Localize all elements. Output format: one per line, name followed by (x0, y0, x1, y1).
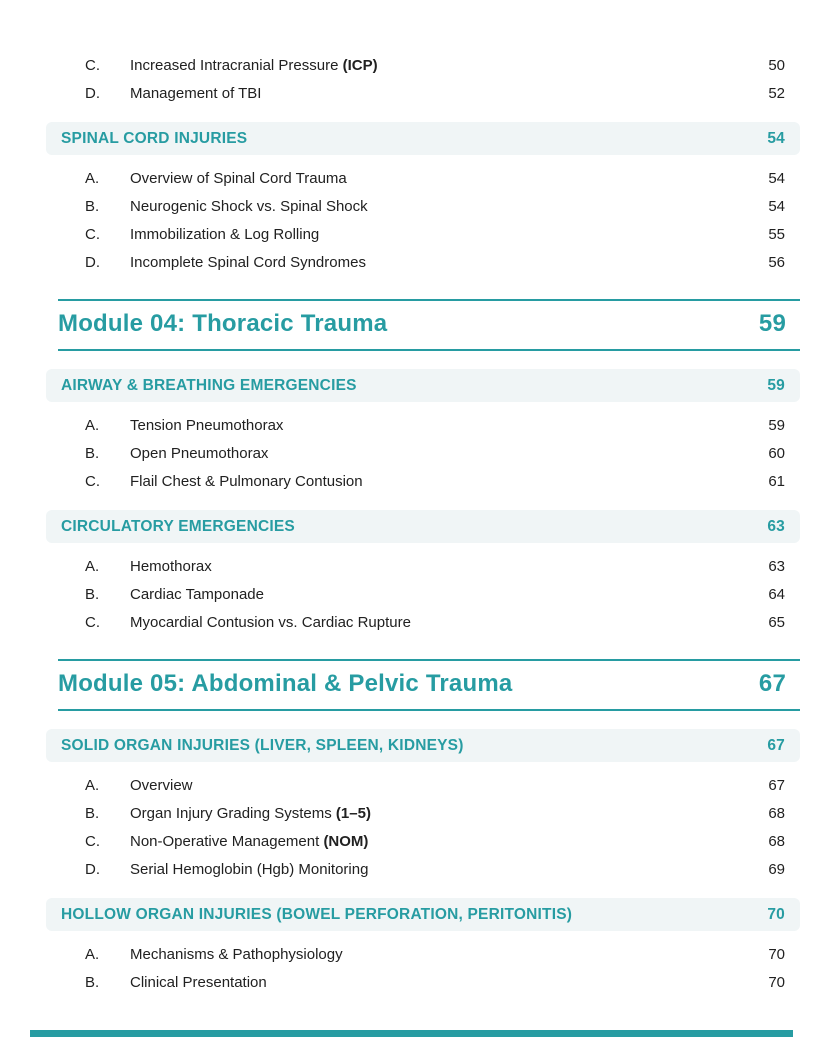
item-letter: D. (85, 253, 100, 271)
item-page-number: 60 (768, 444, 785, 462)
toc-item-row[interactable] (46, 467, 800, 495)
item-page-number: 65 (768, 613, 785, 631)
toc-item-row[interactable] (46, 192, 800, 220)
footer-accent-bar (30, 1030, 793, 1037)
toc-item-row[interactable] (46, 220, 800, 248)
section-title: CIRCULATORY EMERGENCIES (61, 517, 295, 535)
item-title: Open Pneumothorax (130, 444, 269, 462)
item-title: Management of TBI (130, 84, 262, 102)
item-letter: A. (85, 557, 100, 575)
item-page-number: 54 (768, 197, 785, 215)
section-title: SOLID ORGAN INJURIES (LIVER, SPLEEN, KIDNEYS) (61, 736, 464, 754)
item-title: Tension Pneumothorax (130, 416, 284, 434)
module-page-number: 67 (758, 670, 786, 697)
section-title: HOLLOW ORGAN INJURIES (BOWEL PERFORATION, PERITONITIS) (61, 905, 573, 923)
item-letter: B. (85, 973, 100, 991)
section-page-number: 54 (767, 129, 785, 147)
item-title: Non-Operative Management (NOM) (130, 832, 369, 850)
toc-item-row[interactable] (46, 164, 800, 192)
section-title: AIRWAY & BREATHING EMERGENCIES (61, 376, 357, 394)
item-letter: A. (85, 416, 100, 434)
item-page-number: 50 (768, 56, 785, 74)
item-letter: A. (85, 945, 100, 963)
item-title: Myocardial Contusion vs. Cardiac Rupture (130, 613, 411, 631)
toc-item-row[interactable] (46, 79, 800, 107)
module-title: Module 05: Abdominal & Pelvic Trauma (58, 670, 513, 697)
toc-section-row[interactable] (46, 122, 800, 155)
toc-module-heading-row[interactable] (58, 299, 800, 351)
item-page-number: 56 (768, 253, 785, 271)
item-page-number: 59 (768, 416, 785, 434)
item-page-number: 64 (768, 585, 785, 603)
item-page-number: 70 (768, 973, 785, 991)
item-page-number: 70 (768, 945, 785, 963)
item-page-number: 69 (768, 860, 785, 878)
toc-item-row[interactable] (46, 940, 800, 968)
item-page-number: 68 (768, 832, 785, 850)
item-title: Mechanisms & Pathophysiology (130, 945, 343, 963)
toc-item-row[interactable] (46, 51, 800, 79)
toc-item-row[interactable] (46, 799, 800, 827)
item-title: Overview of Spinal Cord Trauma (130, 169, 347, 187)
item-title: Overview (130, 776, 193, 794)
item-title: Neurogenic Shock vs. Spinal Shock (130, 197, 368, 215)
item-page-number: 63 (768, 557, 785, 575)
toc-section-row[interactable] (46, 898, 800, 931)
item-letter: A. (85, 169, 100, 187)
item-page-number: 54 (768, 169, 785, 187)
item-title: Clinical Presentation (130, 973, 267, 991)
toc-section-row[interactable] (46, 369, 800, 402)
item-title: Organ Injury Grading Systems (1–5) (130, 804, 371, 822)
item-letter: B. (85, 585, 100, 603)
item-letter: D. (85, 860, 100, 878)
item-letter: D. (85, 84, 100, 102)
section-page-number: 63 (767, 517, 785, 535)
item-letter: B. (85, 804, 100, 822)
toc-item-row[interactable] (46, 439, 800, 467)
item-title: Hemothorax (130, 557, 212, 575)
item-title: Immobilization & Log Rolling (130, 225, 320, 243)
item-page-number: 55 (768, 225, 785, 243)
toc-item-row[interactable] (46, 248, 800, 276)
section-page-number: 59 (767, 376, 785, 394)
toc-item-row[interactable] (46, 771, 800, 799)
item-letter: C. (85, 613, 100, 631)
toc-section-row[interactable] (46, 510, 800, 543)
toc-item-row[interactable] (46, 968, 800, 996)
toc-item-row[interactable] (46, 827, 800, 855)
toc-item-row[interactable] (46, 580, 800, 608)
section-page-number: 67 (767, 736, 785, 754)
toc-item-row[interactable] (46, 552, 800, 580)
item-letter: C. (85, 472, 100, 490)
item-page-number: 68 (768, 804, 785, 822)
module-title: Module 04: Thoracic Trauma (58, 310, 388, 337)
section-page-number: 70 (767, 905, 785, 923)
item-page-number: 61 (768, 472, 785, 490)
toc-item-row[interactable] (46, 411, 800, 439)
item-page-number: 67 (768, 776, 785, 794)
section-title: SPINAL CORD INJURIES (61, 129, 248, 147)
item-letter: A. (85, 776, 100, 794)
module-page-number: 59 (758, 310, 786, 337)
toc-module-heading-row[interactable] (58, 659, 800, 711)
item-letter: B. (85, 444, 100, 462)
item-letter: C. (85, 225, 100, 243)
item-title: Incomplete Spinal Cord Syndromes (130, 253, 366, 271)
item-title: Increased Intracranial Pressure (ICP) (130, 56, 378, 74)
item-title: Flail Chest & Pulmonary Contusion (130, 472, 363, 490)
item-title: Serial Hemoglobin (Hgb) Monitoring (130, 860, 369, 878)
item-letter: B. (85, 197, 100, 215)
item-title: Cardiac Tamponade (130, 585, 264, 603)
toc-item-row[interactable] (46, 608, 800, 636)
toc-item-row[interactable] (46, 855, 800, 883)
item-letter: C. (85, 56, 100, 74)
toc-section-row[interactable] (46, 729, 800, 762)
item-page-number: 52 (768, 84, 785, 102)
toc-list (46, 51, 800, 996)
item-letter: C. (85, 832, 100, 850)
